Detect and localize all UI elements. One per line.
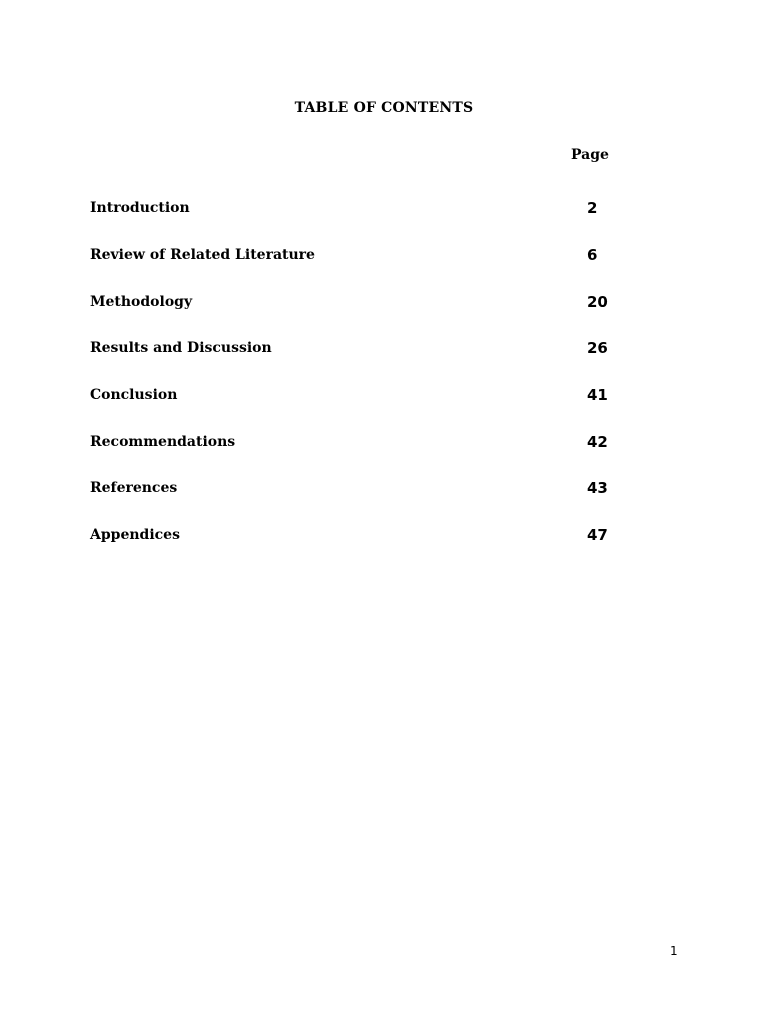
document-title: TABLE OF CONTENTS bbox=[294, 100, 474, 116]
toc-entry-appendices bbox=[90, 512, 630, 559]
toc-entry-label: Methodology bbox=[90, 293, 193, 310]
footer-page-number: 1 bbox=[670, 944, 678, 958]
toc-entry-results-and-discussion bbox=[90, 325, 630, 372]
toc-entry-page: 47 bbox=[587, 526, 608, 545]
toc-entry-label: Conclusion bbox=[90, 387, 178, 404]
toc-entry-conclusion bbox=[90, 372, 630, 419]
toc-list bbox=[90, 185, 630, 559]
page-column-header: Page bbox=[571, 147, 609, 163]
toc-entry-label: Recommendations bbox=[90, 433, 236, 450]
toc-entry-label: Review of Related Literature bbox=[90, 247, 315, 264]
toc-entry-page: 42 bbox=[587, 432, 608, 451]
toc-entry-page: 20 bbox=[587, 292, 608, 311]
toc-entry-page: 2 bbox=[587, 199, 598, 218]
toc-entry-label: References bbox=[90, 480, 178, 497]
toc-entry-review-of-related-literature bbox=[90, 232, 630, 279]
toc-entry-references bbox=[90, 465, 630, 512]
toc-entry-recommendations bbox=[90, 418, 630, 465]
toc-entry-label: Appendices bbox=[90, 527, 180, 544]
toc-entry-label: Results and Discussion bbox=[90, 340, 272, 357]
toc-entry-introduction bbox=[90, 185, 630, 232]
toc-entry-label: Introduction bbox=[90, 200, 190, 217]
toc-entry-page: 43 bbox=[587, 479, 608, 498]
toc-entry-methodology bbox=[90, 278, 630, 325]
toc-entry-page: 26 bbox=[587, 339, 608, 358]
toc-entry-page: 6 bbox=[587, 246, 598, 265]
toc-entry-page: 41 bbox=[587, 386, 608, 405]
